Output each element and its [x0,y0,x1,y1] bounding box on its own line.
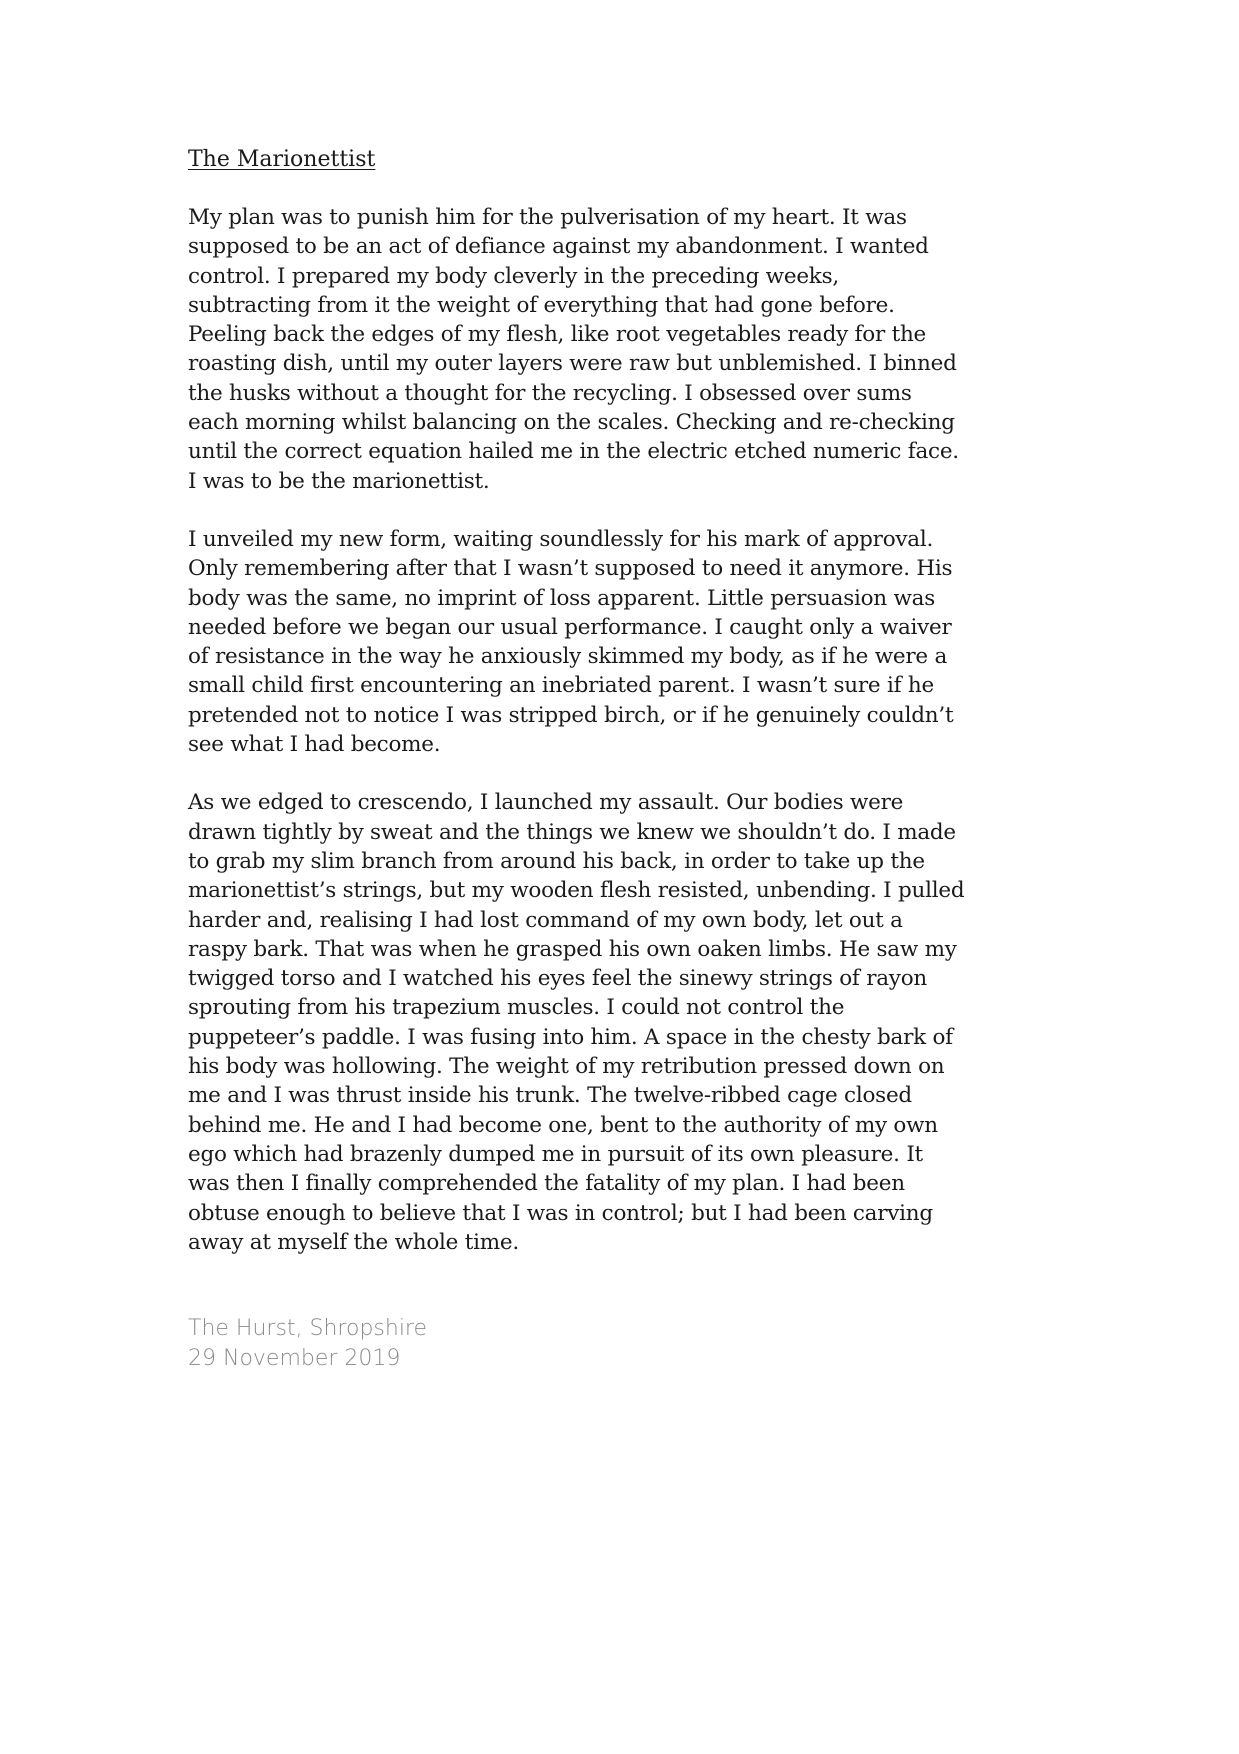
text-line: obtuse enough to believe that I was in control; but I had been carving [188,1200,933,1226]
text-line: drawn tightly by sweat and the things we knew we shouldn’t do. I made [188,819,956,845]
text-line: pretended not to notice I was stripped birch, or if he genuinely couldn’t [188,702,954,728]
text-line: Peeling back the edges of my flesh, like root vegetables ready for the [188,322,927,348]
text-line: raspy bark. That was when he grasped his own oaken limbs. He saw my [188,936,957,962]
text-line: each morning whilst balancing on the scales. Checking and re-checking [188,410,955,436]
paragraph-1 [188,203,1078,496]
text-line: Only remembering after that I wasn’t supposed to need it anymore. His [188,556,953,582]
text-line: roasting dish, until my outer layers were raw but unblemished. I binned [188,351,957,377]
text-line: I was to be the marionettist. [188,468,490,494]
text-line: until the correct equation hailed me in the electric etched numeric face. [188,439,959,465]
text-line: subtracting from it the weight of everything that had gone before. [188,292,895,318]
text-line: body was the same, no imprint of loss apparent. Little persuasion was [188,585,935,611]
paragraph-3 [188,788,1078,1257]
text-line: twigged torso and I watched his eyes feel the sinewy strings of rayon [188,966,927,992]
text-line: behind me. He and I had become one, bent to the authority of my own [188,1112,938,1138]
text-line: see what I had become. [188,732,441,758]
text-line: sprouting from his trapezium muscles. I could not control the [188,995,845,1021]
text-line: My plan was to punish him for the pulverisation of my heart. It was [188,205,907,230]
text-line: harder and, realising I had lost command of my own body, let out a [188,907,903,933]
text-line: supposed to be an act of defiance against my abandonment. I wanted [188,234,929,260]
text-line: his body was hollowing. The weight of my retribution pressed down on [188,1054,945,1080]
text-line: control. I prepared my body cleverly in the preceding weeks, [188,263,839,289]
footer-date: 29 November 2019 [188,1345,401,1371]
text-line: me and I was thrust inside his trunk. The twelve-ribbed cage closed [188,1083,912,1109]
text-line: was then I finally comprehended the fatality of my plan. I had been [188,1171,905,1197]
text-line: the husks without a thought for the recycling. I obsessed over sums [188,380,912,406]
footer-place: The Hurst, Shropshire [188,1316,428,1342]
paragraph-2 [188,525,1078,759]
document-title: The Marionettist [188,147,376,172]
text-line: to grab my slim branch from around his back, in order to take up the [188,848,925,874]
document-footer [188,1314,1078,1373]
text-line: marionettist’s strings, but my wooden flesh resisted, unbending. I pulled [188,878,965,904]
document-page [188,145,1078,1373]
text-line: puppeteer’s paddle. I was fusing into him. A space in the chesty bark of [188,1024,953,1050]
text-line: I unveiled my new form, waiting soundlessly for his mark of approval. [188,526,934,552]
text-line: ego which had brazenly dumped me in pursuit of its own pleasure. It [188,1141,923,1167]
text-line: small child first encountering an inebriated parent. I wasn’t sure if he [188,673,934,699]
text-line: As we edged to crescendo, I launched my assault. Our bodies were [188,790,904,816]
text-line: away at myself the whole time. [188,1229,519,1255]
text-line: of resistance in the way he anxiously skimmed my body, as if he were a [188,644,948,670]
text-line: needed before we began our usual performance. I caught only a waiver [188,614,952,640]
